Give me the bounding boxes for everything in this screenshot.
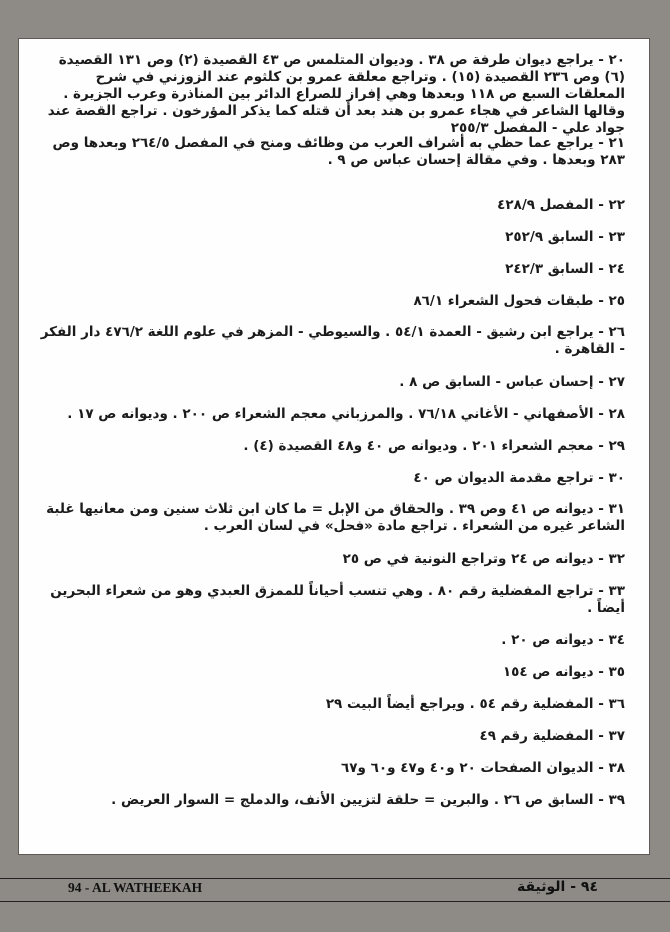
note-31: ٣١ - ديوانه ص ٤١ وص ٣٩ . والحقاق من الإبل = ما كان ابن ثلاث سنين ومن معانيها غلبة الشاعر غيره من الشعراء . تراجع مادة «فحل» في لسان العرب . [46,501,625,534]
note-28: ٢٨ - الأصفهاني - الأغاني ٧٦/١٨ . والمرزباني معجم الشعراء ص ٢٠٠ . وديوانه ص ١٧ . [67,406,625,422]
note-30: ٣٠ - تراجع مقدمة الديوان ص ٤٠ [413,470,625,486]
note-39: ٣٩ - السابق ص ٢٦ . والبرين = حلقة لتزيين الأنف، والدملج = السوار العريض . [111,792,625,808]
note-27: ٢٧ - إحسان عباس - السابق ص ٨ . [399,374,625,390]
note-32: ٣٢ - ديوانه ص ٢٤ وتراجع النونية في ص ٢٥ [342,551,625,567]
note-36: ٣٦ - المفضلية رقم ٥٤ . ويراجع أيضاً البيت ٢٩ [325,696,625,712]
note-23: ٢٣ - السابق ٢٥٢/٩ [505,229,625,245]
note-22: ٢٢ - المفصل ٤٢٨/٩ [497,197,625,213]
note-37: ٣٧ - المفضلية رقم ٤٩ [479,728,625,744]
note-26: ٢٦ - يراجع ابن رشيق - العمدة ٥٤/١ . والسيوطي - المزهر في علوم اللغة ٤٧٦/٢ دار الفكر - القاهرة . [40,324,625,357]
note-21: ٢١ - يراجع عما حظي به أشراف العرب من وظائف ومنح في المفصل ٢٦٤/٥ وبعدها وص ٢٨٣ وبعدها . وفي مقالة إحسان عباس ص ٩ . [52,135,625,168]
footer-page-label-arabic: ٩٤ - الوثيقة [516,879,598,895]
note-24: ٢٤ - السابق ٢٤٢/٣ [505,261,625,277]
note-34: ٣٤ - ديوانه ص ٢٠ . [501,632,625,648]
note-20: ٢٠ - يراجع ديوان طرفة ص ٣٨ . وديوان المتلمس ص ٤٣ القصيدة (٢) وص ١٣١ القصيدة (٦) وص ٢٣٦ القصيدة (١٥) . وتراجع معلقة عمرو بن كلثوم عند الزوزني في شرح المعلقات السبع ص ١١٨ وبعدها وهي إفراز للصراع الدائر بين المناذرة وعرب الجزيرة . وقالها الشاعر في هجاء عمرو بن هند بعد أن قتله كما يذكر المؤرخون . تراجع القصة عند جواد علي - المفصل ٢٥٥/٣ [47,52,625,136]
note-38: ٣٨ - الديوان الصفحات ٢٠ و٤٠ و٤٧ و٦٠ و٦٧ [341,760,625,776]
note-35: ٣٥ - ديوانه ص ١٥٤ [502,664,625,680]
note-29: ٢٩ - معجم الشعراء ٢٠١ . وديوانه ص ٤٠ و٤٨ القصيدة (٤) . [243,438,625,454]
note-25: ٢٥ - طبقات فحول الشعراء ٨٦/١ [413,293,625,309]
endnotes-list [40,52,625,809]
note-33: ٣٣ - تراجع المفضلية رقم ٨٠ . وهي تنسب أحياناً للممزق العبدي وهو من شعراء البحرين أيضاً . [50,583,625,616]
footer-page-label-english: 94 - AL WATHEEKAH [68,880,203,895]
